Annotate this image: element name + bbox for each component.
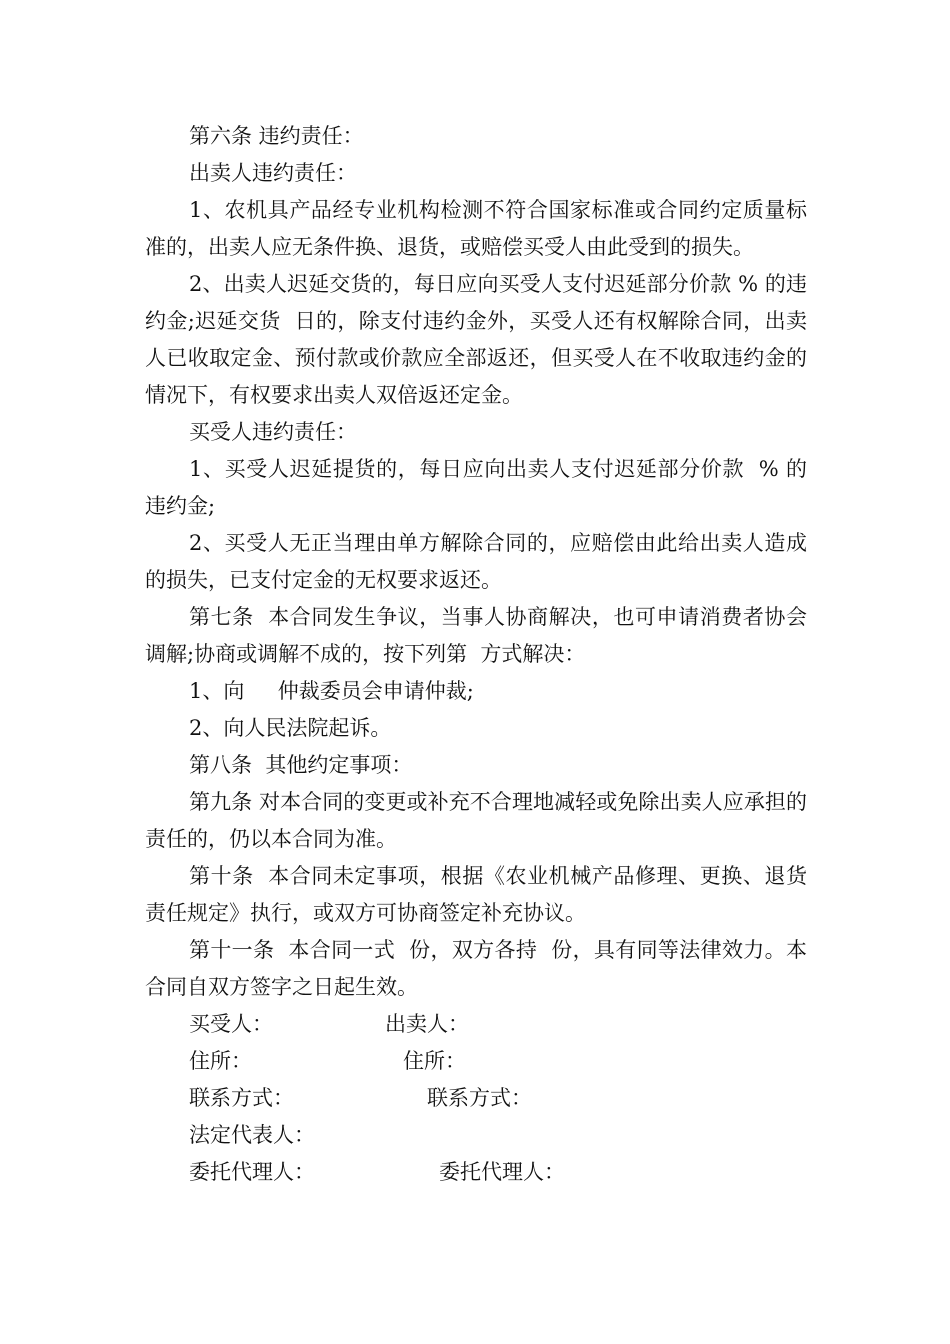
buyer-contact-label: 联系方式： [189,1086,294,1110]
seller-agent-label: 委托代理人： [439,1160,565,1184]
article-7-option-1: 1、向 仲裁委员会申请仲裁; [189,679,474,703]
article-10: 第十条 本合同未定事项，根据《农业机械产品修理、更换、退货责任规定》执行，或双方可协商签定补充协议。 [145,864,807,925]
buyer-liability-item-1: 1、买受人迟延提货的，每日应向出卖人支付迟延部分价款 % 的违约金; [145,457,807,518]
signature-row-legal-rep [145,1117,807,1154]
buyer-label: 买受人： [189,1012,273,1036]
article-6-heading: 第六条 违约责任： [189,124,364,148]
document-page [145,118,807,1191]
buyer-agent-label: 委托代理人： [189,1160,315,1184]
buyer-liability-heading: 买受人违约责任： [189,420,357,444]
article-8: 第八条 其他约定事项： [189,753,413,777]
signature-row-address [145,1043,807,1080]
article-11: 第十一条 本合同一式 份，双方各持 份，具有同等法律效力。本合同自双方签字之日起生效。 [145,938,807,999]
article-9: 第九条 对本合同的变更或补充不合理地减轻或免除出卖人应承担的责任的，仍以本合同为准。 [145,790,807,851]
buyer-address-label: 住所： [189,1049,252,1073]
buyer-liability-item-2: 2、买受人无正当理由单方解除合同的，应赔偿由此给出卖人造成的损失，已支付定金的无权要求返还。 [145,531,807,592]
article-7: 第七条 本合同发生争议，当事人协商解决，也可申请消费者协会调解;协商或调解不成的，按下列第 方式解决： [145,605,807,666]
signature-row-agent [145,1154,807,1191]
seller-liability-item-1: 1、农机具产品经专业机构检测不符合国家标准或合同约定质量标准的，出卖人应无条件换、退货，或赔偿买受人由此受到的损失。 [145,198,807,259]
seller-label: 出卖人： [385,1012,469,1036]
seller-liability-heading: 出卖人违约责任： [189,161,357,185]
seller-address-label: 住所： [403,1049,466,1073]
seller-contact-label: 联系方式： [427,1086,532,1110]
seller-liability-item-2: 2、出卖人迟延交货的，每日应向买受人支付迟延部分价款 % 的违约金;迟延交货 日的，除支付违约金外，买受人还有权解除合同，出卖人已收取定金、预付款或价款应全部返还，但买受人在不收取违约金的情况下，有权要求出卖人双倍返还定金。 [145,272,807,407]
signature-row-party [145,1006,807,1043]
legal-rep-label: 法定代表人： [189,1123,315,1147]
article-7-option-2: 2、向人民法院起诉。 [189,716,392,740]
signature-row-contact [145,1080,807,1117]
